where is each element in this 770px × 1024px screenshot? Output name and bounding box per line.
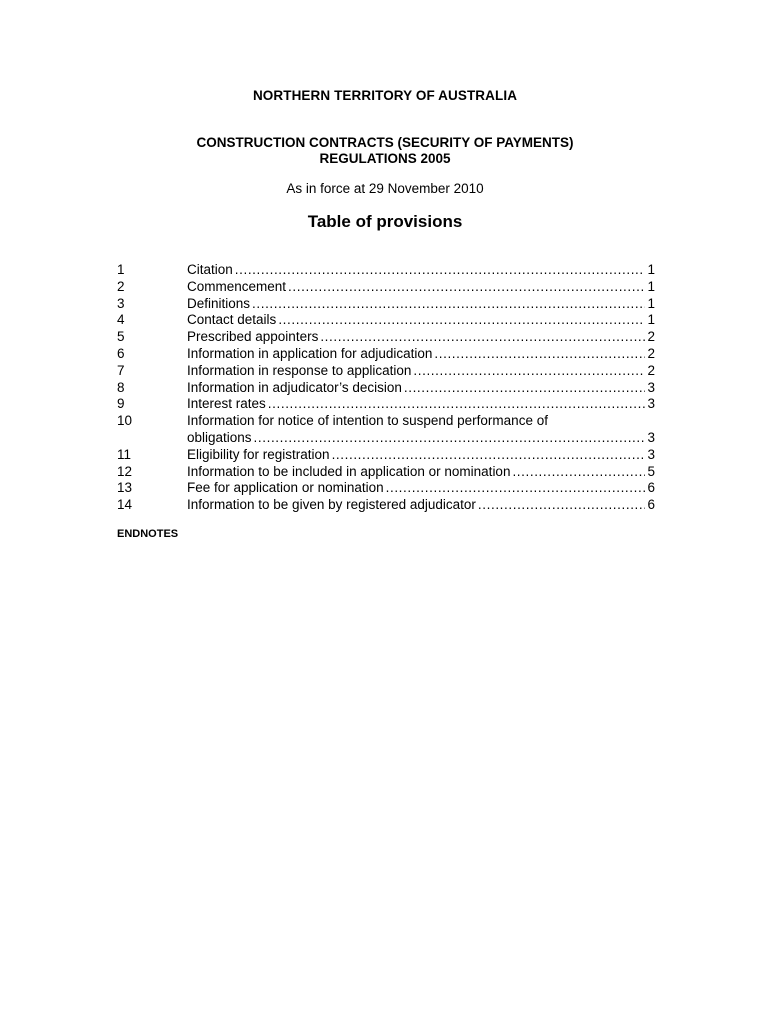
toc-entry-page: 1	[647, 262, 655, 277]
toc-entry-page: 1	[647, 295, 655, 311]
toc-entry-8[interactable]	[117, 380, 655, 397]
toc-entry-4[interactable]	[117, 312, 655, 329]
toc-entry-number: 14	[117, 497, 133, 513]
document-title	[0, 135, 770, 167]
toc-entry-14[interactable]	[117, 497, 655, 514]
toc-entry-9[interactable]	[117, 396, 655, 413]
endnotes-link[interactable]: ENDNOTES	[117, 528, 179, 540]
toc-entry-title-line-1: Information for notice of intention to suspend performance of	[187, 413, 548, 429]
toc-entry-13[interactable]	[117, 480, 655, 497]
toc-heading: Table of provisions	[307, 212, 463, 231]
toc-dot-leader	[404, 380, 646, 397]
toc-entry-5[interactable]	[117, 329, 655, 346]
toc-entry-number: 6	[117, 345, 125, 361]
toc-entry-title: Commencement	[187, 278, 287, 294]
toc-entry-page: 5	[647, 463, 655, 479]
toc-entry-page: 3	[647, 429, 655, 445]
toc-entry-page: 2	[647, 329, 655, 345]
toc-entry-page: 6	[647, 497, 655, 513]
document-title-line-2: REGULATIONS 2005	[319, 151, 451, 166]
toc-dot-leader	[235, 262, 646, 279]
toc-dot-leader	[512, 464, 645, 481]
toc-entry-3[interactable]	[117, 296, 655, 313]
toc-entry-title: Information in application for adjudication	[187, 345, 433, 361]
toc-dot-leader	[413, 363, 645, 380]
toc-dot-leader	[332, 447, 646, 464]
toc-entry-11[interactable]	[117, 447, 655, 464]
toc-entry-page: 2	[647, 362, 655, 378]
toc-entry-page: 2	[647, 345, 655, 361]
toc-entry-page: 3	[647, 396, 655, 412]
toc-entry-title: obligations	[187, 429, 252, 445]
toc-entry-page: 3	[647, 446, 655, 462]
toc-entry-number: 11	[117, 446, 132, 462]
toc-dot-leader	[434, 346, 645, 363]
toc-entry-page: 1	[647, 312, 655, 328]
toc-dot-leader	[386, 480, 646, 497]
toc-entry-title: Information in response to application	[187, 362, 412, 378]
toc-entry-page: 3	[647, 379, 655, 395]
toc-entry-title: Eligibility for registration	[187, 446, 330, 462]
toc-entry-6[interactable]	[117, 346, 655, 363]
toc-entry-number: 7	[117, 362, 125, 378]
document-title-line-1: CONSTRUCTION CONTRACTS (SECURITY OF PAYMENTS)	[196, 135, 574, 150]
toc-entry-1[interactable]	[117, 262, 655, 279]
toc-entry-12[interactable]	[117, 464, 655, 481]
toc-entry-page: 1	[647, 278, 655, 294]
toc-entry-title: Prescribed appointers	[187, 329, 319, 345]
in-force-date: As in force at 29 November 2010	[286, 181, 484, 196]
toc-entry-title: Citation	[187, 262, 233, 277]
toc-entry-page: 6	[647, 480, 655, 496]
toc-dot-leader	[254, 430, 646, 447]
toc-entry-title: Information to be included in application or nomination	[187, 463, 511, 479]
toc-entry-number: 5	[117, 329, 125, 345]
table-of-provisions	[117, 262, 655, 514]
toc-entry-7[interactable]	[117, 363, 655, 380]
toc-entry-title: Contact details	[187, 312, 277, 328]
toc-entry-title: Fee for application or nomination	[187, 480, 384, 496]
toc-entry-number: 4	[117, 312, 125, 328]
toc-entry-title: Interest rates	[187, 396, 266, 412]
toc-entry-title: Information to be given by registered adjudicator	[187, 497, 476, 513]
toc-dot-leader	[268, 396, 646, 413]
toc-entry-number: 3	[117, 295, 125, 311]
jurisdiction-heading: NORTHERN TERRITORY OF AUSTRALIA	[252, 88, 518, 103]
toc-dot-leader	[478, 497, 646, 514]
toc-entry-title: Definitions	[187, 295, 251, 311]
toc-entry-10[interactable]	[117, 413, 655, 447]
toc-entry-number: 1	[117, 262, 125, 277]
toc-entry-number: 10	[117, 413, 133, 429]
toc-entry-title: Information in adjudicator’s decision	[187, 379, 402, 395]
toc-entry-number: 2	[117, 278, 125, 294]
toc-entry-2[interactable]	[117, 279, 655, 296]
toc-entry-number: 12	[117, 463, 133, 479]
toc-entry-number: 8	[117, 379, 125, 395]
toc-dot-leader	[252, 296, 645, 313]
toc-dot-leader	[320, 329, 645, 346]
toc-dot-leader	[278, 312, 645, 329]
toc-entry-number: 9	[117, 396, 125, 412]
toc-dot-leader	[288, 279, 645, 296]
toc-entry-number: 13	[117, 480, 133, 496]
